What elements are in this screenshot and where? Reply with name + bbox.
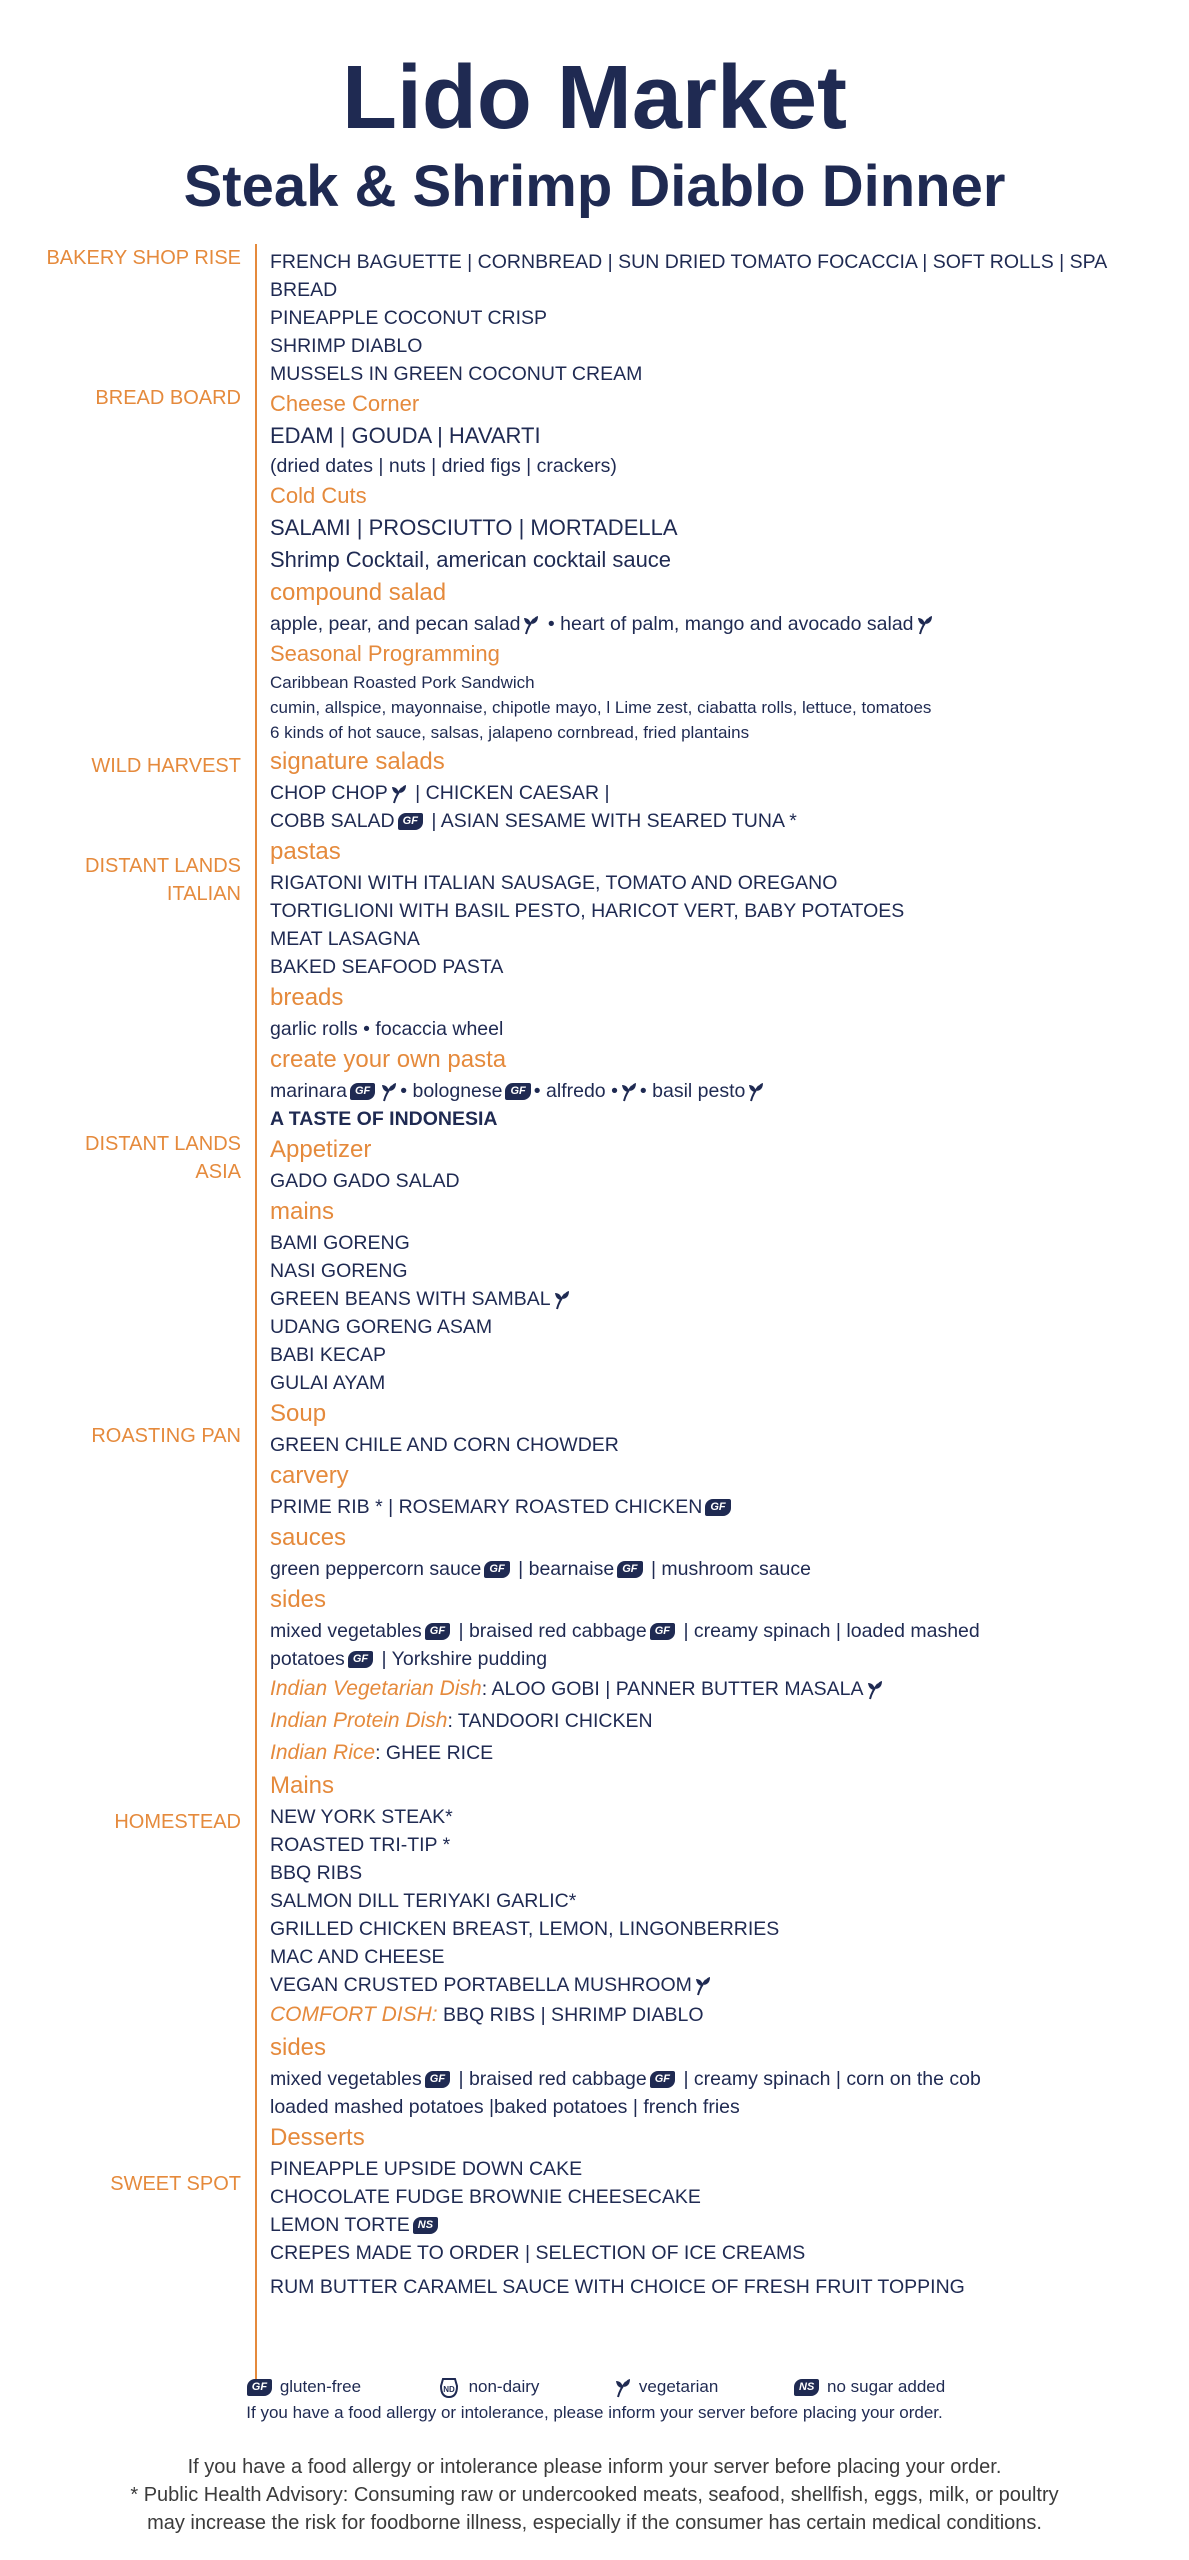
menu-item: GRILLED CHICKEN BREAST, LEMON, LINGONBERRIES [270,1918,780,1940]
item-label: | creamy spinach | corn on the cob [683,2068,981,2090]
indian-dish-label: Indian Rice [270,1741,376,1764]
separator-bullet: • [533,1080,541,1102]
menu-item [270,2065,1170,2093]
menu-item: BREAD [270,279,338,301]
gluten-free-icon: GF [650,1623,675,1640]
non-dairy-icon-text: ND [443,2384,455,2394]
gluten-free-icon: GF [425,2071,450,2088]
menu-item [270,807,1170,835]
menu-item: (dried dates | nuts | dried figs | crackers) [270,455,617,477]
item-label: CHOP CHOP [270,782,388,804]
menu-item [270,1737,1170,1769]
menu-item [270,1645,1170,1673]
vegetarian-leaf-icon [748,1082,764,1102]
section-label-distant-lands-asia-2: ASIA [195,1161,241,1183]
item-label: apple, pear, and pecan salad [270,613,521,635]
subheading-breads: breads [270,984,344,1011]
menu-item: SALAMI | PROSCIUTTO | MORTADELLA [270,515,678,540]
gluten-free-icon: GF [348,1651,373,1668]
vegetarian-leaf-icon [867,1680,883,1700]
vegetarian-leaf-icon [391,784,407,804]
indian-dish-label: Indian Vegetarian Dish [270,1677,482,1700]
gluten-free-icon: GF [247,2379,272,2396]
dietary-legend [0,2374,1189,2400]
subheading-compound-salad: compound salad [270,579,447,606]
item-label: | Yorkshire pudding [381,1648,548,1670]
menu-item: BABI KECAP [270,1344,386,1366]
menu-feature-title: A TASTE OF INDONESIA [270,1108,498,1130]
non-dairy-icon [437,2377,461,2399]
separator-bullet: • [400,1080,408,1102]
menu-item [270,1493,1170,1521]
menu-item: MEAT LASAGNA [270,928,420,950]
vegetarian-leaf-icon [695,1976,711,1996]
item-label: LEMON TORTE [270,2214,410,2236]
footer-disclaimer [0,2453,1189,2537]
no-sugar-added-icon: NS [413,2217,438,2234]
subheading-sauces: sauces [270,1524,347,1551]
section-label-wild-harvest: WILD HARVEST [91,755,241,777]
legend-vegetarian [612,2374,718,2400]
vegetarian-leaf-icon [523,615,539,635]
gluten-free-icon: GF [350,1083,375,1100]
item-label: heart of palm, mango and avocado salad [560,613,914,635]
gluten-free-icon: GF [617,1561,642,1578]
item-label: PRIME RIB * | ROSEMARY ROASTED CHICKEN [270,1496,703,1518]
subheading-signature-salads: signature salads [270,748,445,775]
menu-item [270,779,1170,807]
section-label-bakery: BAKERY SHOP RISE [46,247,241,269]
menu-item [270,1999,1170,2031]
item-label: | braised red cabbage [458,1620,647,1642]
item-label: | ASIAN SESAME WITH SEARED TUNA * [431,810,797,832]
subheading-sides: sides [270,1586,327,1613]
item-label: | creamy spinach | loaded mashed [683,1620,980,1642]
separator-bullet: • [639,1080,647,1102]
menu-item: UDANG GORENG ASAM [270,1316,493,1338]
separator-bullet: • [611,1080,618,1102]
item-label: mixed vegetables [270,2068,422,2090]
gluten-free-icon: GF [650,2071,675,2088]
subheading-cheese-corner: Cheese Corner [270,391,420,416]
vegetarian-leaf-icon [917,615,933,635]
page-subtitle: Steak & Shrimp Diablo Dinner [183,154,1006,219]
item-label: | bearnaise [518,1558,615,1580]
menu-item: RUM BUTTER CARAMEL SAUCE WITH CHOICE OF FRESH FRUIT TOPPING [270,2276,965,2298]
menu-item [270,1705,1170,1737]
menu-item: GREEN CHILE AND CORN CHOWDER [270,1434,619,1456]
footer-line: If you have a food allergy or intolerance please inform your server before placing your order. [187,2456,1002,2478]
menu-item: cumin, allspice, mayonnaise, chipotle mayo, l Lime zest, ciabatta rolls, lettuce, tomatoes [270,698,932,717]
item-label: | CHICKEN CAESAR | [415,782,610,804]
item-label: bolognese [412,1080,503,1102]
vegetarian-leaf-icon [621,1082,637,1102]
menu-item: Caribbean Roasted Pork Sandwich [270,673,535,692]
section-label-roasting-pan: ROASTING PAN [91,1425,241,1447]
menu-item: TORTIGLIONI WITH BASIL PESTO, HARICOT VERT, BABY POTATOES [270,900,905,922]
menu-item [270,1673,1170,1705]
menu-item: BAMI GORENG [270,1232,410,1254]
section-label-homestead: HOMESTEAD [114,1811,241,1833]
item-label: basil pesto [652,1080,746,1102]
menu-item: loaded mashed potatoes |baked potatoes | french fries [270,2096,740,2118]
section-label-sweet-spot: SWEET SPOT [110,2173,241,2195]
legend-no-sugar-added [791,2374,945,2400]
legend-gluten-free [244,2374,361,2400]
menu-item [270,2211,1170,2239]
gluten-free-icon: GF [425,1623,450,1640]
item-label: COBB SALAD [270,810,395,832]
section-label-distant-lands-italian-1: DISTANT LANDS [85,855,241,877]
menu-item: garlic rolls • focaccia wheel [270,1018,504,1040]
subheading-seasonal-programming: Seasonal Programming [270,641,500,666]
menu-item: FRENCH BAGUETTE | CORNBREAD | SUN DRIED TOMATO FOCACCIA | SOFT ROLLS | SPA [270,251,1108,273]
legend-non-dairy [434,2374,540,2400]
separator-bullet: • [547,613,555,635]
subheading-sides: sides [270,2034,327,2061]
subheading-carvery: carvery [270,1462,349,1489]
menu-item [270,1555,1170,1583]
menu-item: BBQ RIBS [270,1862,363,1884]
menu-item: SALMON DILL TERIYAKI GARLIC* [270,1890,577,1912]
allergy-notice: If you have a food allergy or intolerance, please inform your server before placing your order. [246,2403,943,2422]
comfort-dish-label: COMFORT DISH: [270,2003,438,2026]
gluten-free-icon: GF [505,1083,530,1100]
menu-item: 6 kinds of hot sauce, salsas, jalapeno cornbread, fried plantains [270,723,750,742]
menu-item: PINEAPPLE UPSIDE DOWN CAKE [270,2158,583,2180]
page-title: Lido Market [341,48,848,148]
menu-item [270,1285,1170,1313]
menu-item [270,1077,1170,1105]
subheading-create-your-own-pasta: create your own pasta [270,1046,507,1073]
gluten-free-icon: GF [398,813,423,830]
legend-label: vegetarian [638,2377,719,2396]
menu-body [270,248,1170,2301]
menu-item: EDAM | GOUDA | HAVARTI [270,423,541,448]
legend-label: no sugar added [827,2377,946,2396]
vegetarian-leaf-icon [554,1290,570,1310]
menu-item: CHOCOLATE FUDGE BROWNIE CHEESECAKE [270,2186,701,2208]
menu-item: RIGATONI WITH ITALIAN SAUSAGE, TOMATO AND OREGANO [270,872,838,894]
menu-item: NEW YORK STEAK* [270,1806,453,1828]
menu-item [270,610,1170,638]
menu-item: MUSSELS IN GREEN COCONUT CREAM [270,363,643,385]
subheading-soup: Soup [270,1400,327,1427]
item-label: potatoes [270,1648,345,1670]
subheading-mains: Mains [270,1772,335,1799]
gluten-free-icon: GF [705,1499,730,1516]
legend-label: non-dairy [468,2377,540,2396]
menu-item: CREPES MADE TO ORDER | SELECTION OF ICE CREAMS [270,2242,806,2264]
item-label: green peppercorn sauce [270,1558,482,1580]
menu-item: MAC AND CHEESE [270,1946,445,1968]
item-label: alfredo [546,1080,606,1102]
subheading-cold-cuts: Cold Cuts [270,483,367,508]
subheading-mains: mains [270,1198,335,1225]
menu-item: ROASTED TRI-TIP * [270,1834,451,1856]
footer-line: may increase the risk for foodborne illness, especially if the consumer has certain medical conditions. [147,2512,1042,2534]
item-label: : TANDOORI CHICKEN [447,1710,653,1732]
item-label: GREEN BEANS WITH SAMBAL [270,1288,551,1310]
item-label: mixed vegetables [270,1620,422,1642]
menu-item: NASI GORENG [270,1260,408,1282]
gluten-free-icon: GF [484,1561,509,1578]
item-label: BBQ RIBS | SHRIMP DIABLO [443,2004,704,2026]
menu-item: BAKED SEAFOOD PASTA [270,956,504,978]
indian-dish-label: Indian Protein Dish [270,1709,448,1732]
menu-item: SHRIMP DIABLO [270,335,423,357]
item-label: : GHEE RICE [375,1742,494,1764]
section-label-distant-lands-italian-2: ITALIAN [166,883,241,905]
section-label-distant-lands-asia-1: DISTANT LANDS [85,1133,241,1155]
menu-item: PINEAPPLE COCONUT CRISP [270,307,548,329]
item-label: VEGAN CRUSTED PORTABELLA MUSHROOM [270,1974,692,1996]
menu-item: GADO GADO SALAD [270,1170,460,1192]
legend-label: gluten-free [279,2377,362,2396]
menu-item: Shrimp Cocktail, american cocktail sauce [270,547,672,572]
item-label: | braised red cabbage [458,2068,647,2090]
menu-item [270,1971,1170,1999]
item-label: marinara [270,1080,347,1102]
section-divider-line [255,244,257,2379]
menu-item [270,1617,1170,1645]
vegetarian-leaf-icon [381,1082,397,1102]
item-label: | mushroom sauce [650,1558,811,1580]
no-sugar-added-icon: NS [794,2379,819,2396]
menu-item: GULAI AYAM [270,1372,386,1394]
item-label: : ALOO GOBI | PANNER BUTTER MASALA [481,1678,864,1700]
subheading-pastas: pastas [270,838,341,865]
vegetarian-leaf-icon [615,2378,631,2398]
footer-line: * Public Health Advisory: Consuming raw or undercooked meats, seafood, shellfish, eggs, milk, or poultry [130,2484,1059,2506]
subheading-desserts: Desserts [270,2124,365,2151]
section-label-bread-board: BREAD BOARD [95,387,241,409]
subheading-appetizer: Appetizer [270,1136,372,1163]
